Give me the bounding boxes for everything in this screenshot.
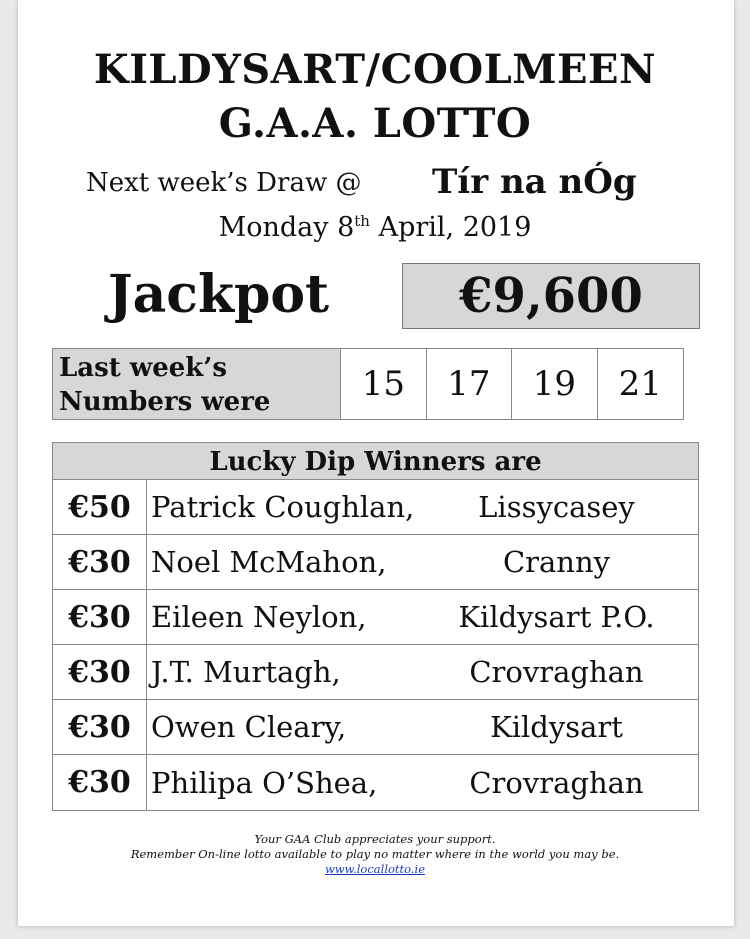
- last-week-label-line2: Numbers were: [59, 387, 271, 417]
- winner-row: [53, 700, 698, 755]
- winner-place: Cranny: [502, 545, 611, 579]
- winner-name: Owen Cleary,: [151, 710, 347, 744]
- winner-place: Kildysart P.O.: [458, 600, 655, 634]
- draw-date-prefix: Monday 8: [218, 212, 355, 243]
- winner-place: Crovraghan: [469, 655, 644, 689]
- winner-row: [53, 480, 698, 535]
- jackpot-amount: €9,600: [402, 263, 700, 329]
- winner-row: [53, 590, 698, 645]
- winner-place: Lissycasey: [478, 490, 635, 524]
- lucky-dip-winners-table: [52, 442, 699, 811]
- drawn-number: 19: [512, 349, 597, 419]
- title-line-1: KILDYSART/COOLMEEN: [93, 46, 657, 93]
- winner-prize: €30: [53, 590, 147, 644]
- winner-name: Noel McMahon,: [151, 545, 387, 579]
- last-week-label: [53, 349, 341, 419]
- winner-prize: €30: [53, 645, 147, 699]
- winner-name: Philipa O’Shea,: [151, 765, 378, 800]
- next-draw-label: Next week’s Draw @: [86, 168, 362, 198]
- drawn-number: 17: [427, 349, 512, 419]
- footer-online-text: Remember On-line lotto available to play no matter where in the world you may be.: [130, 847, 620, 861]
- winner-row: [53, 755, 698, 810]
- last-week-numbers-table: [52, 348, 684, 420]
- title-line-2: G.A.A. LOTTO: [218, 100, 532, 147]
- footer-support-text: Your GAA Club appreciates your support.: [254, 832, 496, 846]
- winner-prize: €50: [53, 480, 147, 534]
- winner-name: J.T. Murtagh,: [151, 655, 341, 689]
- last-week-label-line1: Last week’s: [59, 353, 227, 383]
- winner-place: Kildysart: [490, 710, 623, 744]
- winners-heading: Lucky Dip Winners are: [53, 443, 698, 480]
- drawn-number: 15: [341, 349, 426, 419]
- winner-row: [53, 535, 698, 590]
- winner-place: Crovraghan: [469, 765, 644, 800]
- winner-name: Patrick Coughlan,: [151, 490, 415, 524]
- draw-date-rest: April, 2019: [369, 212, 532, 243]
- winner-row: [53, 645, 698, 700]
- winner-name: Eileen Neylon,: [151, 600, 367, 634]
- drawn-number: 21: [618, 364, 662, 404]
- draw-venue: Tír na nÓg: [432, 162, 637, 202]
- winner-prize: €30: [53, 535, 147, 589]
- footer-lotto-link[interactable]: www.locallotto.ie: [324, 862, 426, 876]
- jackpot-label: Jackpot: [108, 264, 330, 325]
- draw-date-ordinal: th: [354, 212, 370, 230]
- winner-prize: €30: [53, 700, 147, 754]
- draw-date: [0, 212, 750, 243]
- winner-prize: €30: [53, 755, 147, 810]
